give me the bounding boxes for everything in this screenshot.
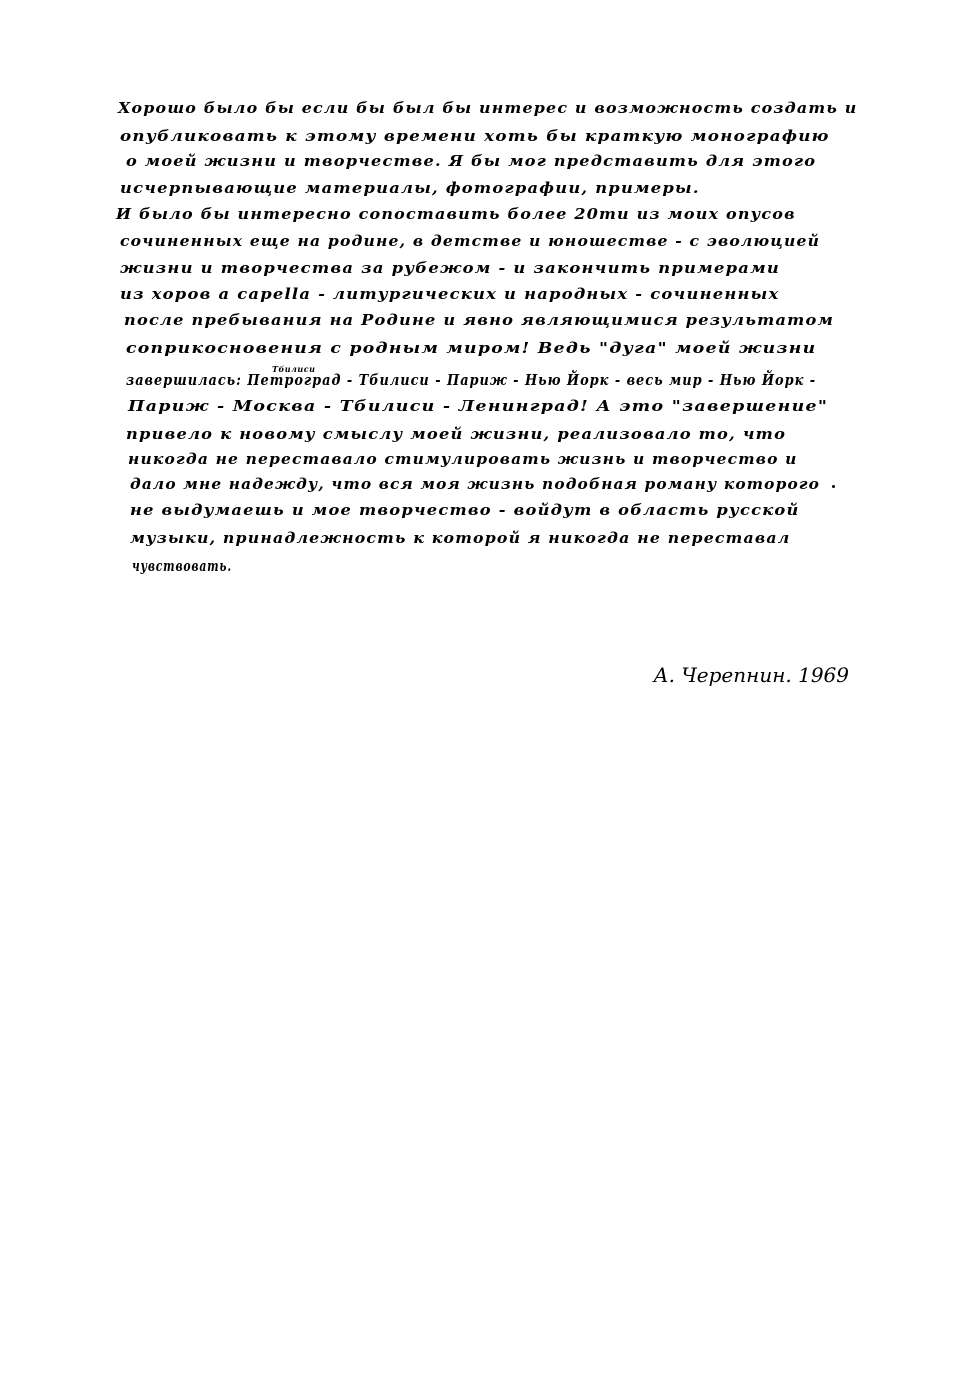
manuscript-line: из хоров a capella - литургических и народных - сочиненных — [120, 286, 780, 303]
manuscript-line: завершилась: Петроград - Тбилиси - Париж - Нью Йорк - весь мир - Нью Йорк - — [126, 372, 817, 389]
manuscript-line: Париж - Москва - Тбилиси - Ленинград! А это "завершение" — [128, 398, 829, 415]
manuscript-line: Хорошо было бы если бы был бы интерес и возможность создать и — [118, 100, 858, 117]
handwritten-letter — [112, 96, 872, 596]
manuscript-line: опубликовать к этому времени хоть бы краткую монографию — [120, 128, 830, 145]
manuscript-line: исчерпывающие материалы, фотографии, примеры. — [120, 180, 700, 197]
manuscript-line: не выдумаешь и мое творчество - войдут в область русской — [130, 502, 800, 519]
ink-dot — [832, 485, 835, 488]
manuscript-line: И было бы интересно сопоставить более 20ти из моих опусов — [116, 206, 796, 223]
manuscript-line: о моей жизни и творчестве. Я бы мог представить для этого — [126, 153, 817, 170]
manuscript-line: музыки, принадлежность к которой я никогда не переставал — [130, 530, 791, 547]
manuscript-insertion: Тбилиси — [272, 364, 316, 374]
manuscript-line: после пребывания на Родине и явно являющимися результатом — [124, 312, 835, 329]
manuscript-line: соприкосновения с родным миром! Ведь "дуга" моей жизни — [126, 340, 817, 357]
manuscript-line: привело к новому смыслу моей жизни, реализовало то, что — [126, 426, 787, 443]
manuscript-line: сочиненных еще на родине, в детстве и юношестве - с эволюцией — [120, 233, 821, 250]
manuscript-line: жизни и творчества за рубежом - и закончить примерами — [120, 260, 781, 277]
signature-line: А. Черепнин. 1969 — [653, 663, 849, 687]
manuscript-line: дало мне надежду, что вся моя жизнь подобная роману которого — [130, 476, 821, 493]
manuscript-line: никогда не переставало стимулировать жизнь и творчество и — [128, 451, 798, 468]
manuscript-line: чувствовать. — [132, 558, 232, 575]
